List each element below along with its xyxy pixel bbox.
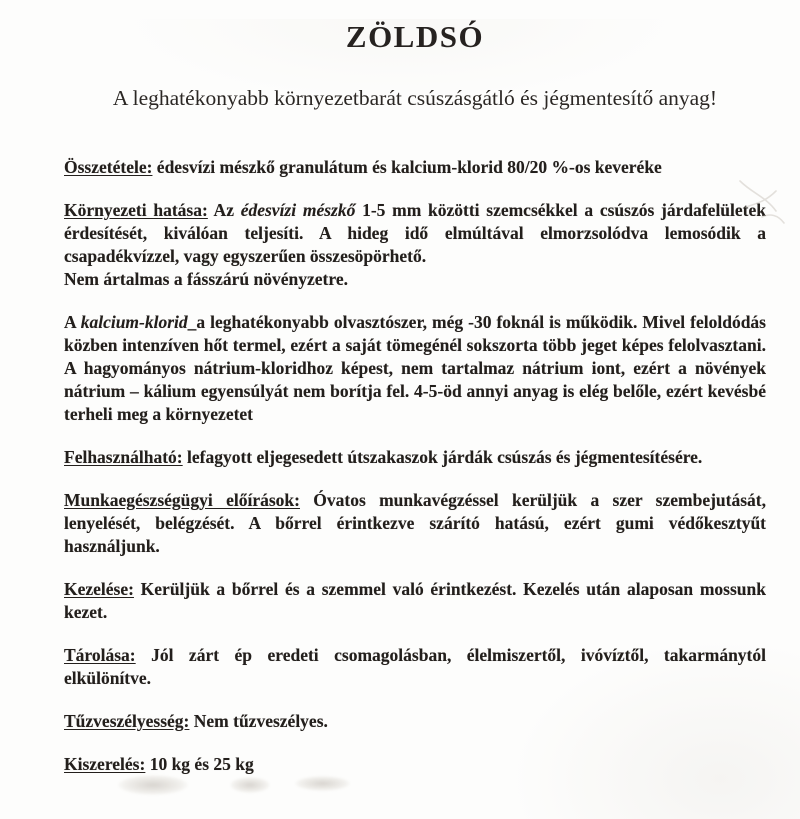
paragraph-calcium <box>64 311 766 426</box>
paragraph-fire <box>64 710 766 733</box>
document-title: ZÖLDSÓ <box>345 19 485 54</box>
paragraph-storage <box>64 644 766 690</box>
handling-text: Kerüljük a bőrrel és a szemmel való érintkezést. Kezelés után alaposan mossunk kezet. <box>64 579 766 622</box>
storage-label: Tárolása: <box>64 645 136 665</box>
paragraph-composition <box>64 156 766 179</box>
paragraph-packaging <box>64 753 766 776</box>
handling-label: Kezelése: <box>64 579 134 599</box>
environment-text-pre: Az <box>207 200 241 220</box>
paragraph-handling <box>64 578 766 624</box>
scan-smudge <box>118 775 188 795</box>
environment-label: Környezeti hatása: <box>64 200 208 220</box>
calcium-text-post: _a leghatékonyabb olvasztószer, még -30 foknál is működik. Mivel feloldódás közben intenzíven hőt termel, ezért a saját tömegénél sokszorta több jeget képes felolvasztani. A hagyományos nátrium-kloridhoz képest, nem tartalmaz nátrium iont, ezért a növények nátrium – kálium egyensúlyát nem borítja fel. 4-5-öd annyi anyag is elég belőle, ezért kevésbé terheli meg a környezetet <box>64 312 766 424</box>
safety-text: Óvatos munkavégzéssel kerüljük a szer szembejutását, lenyelését, belégzését. A bőrrel érintkezve szárító hatású, ezért gumi védőkesztyűt használjunk. <box>64 490 766 556</box>
packaging-label: Kiszerelés: <box>64 754 146 774</box>
paragraph-safety <box>64 489 766 558</box>
document-subtitle: A leghatékonyabb környezetbarát csúszásgátló és jégmentesítő anyag! <box>112 86 718 110</box>
paragraph-usage <box>64 446 766 469</box>
scanned-document-page <box>0 19 800 819</box>
fire-text: Nem tűzveszélyes. <box>189 711 328 731</box>
fire-label: Tűzveszélyesség: <box>64 711 190 731</box>
paragraph-environment <box>64 199 766 291</box>
scan-smudge <box>295 776 350 791</box>
composition-label: Összetétele: <box>64 157 153 177</box>
environment-text-post: 1-5 mm közötti szemcsékkel a csúszós járdafelületek érdesítését, kiválóan teljesíti. A hideg idő elmúltával elmorzsolódva lemosódik a csapadékvízzel, vagy egyszerűen összesöpörhető. <box>64 200 766 266</box>
composition-text: édesvízi mészkő granulátum és kalcium-klorid 80/20 %-os keveréke <box>152 157 662 177</box>
environment-text-italic: édesvízi mészkő <box>240 200 356 220</box>
packaging-text: 10 kg és 25 kg <box>145 754 254 774</box>
scan-smudge <box>230 777 270 793</box>
safety-label: Munkaegészségügyi előírások: <box>64 490 300 510</box>
usage-text: lefagyott eljegesedett útszakaszok járdák csúszás és jégmentesítésére. <box>182 447 703 467</box>
storage-text: Jól zárt ép eredeti csomagolásban, élelmiszertől, ivóvíztől, takarmánytól elkülönítve. <box>64 645 766 688</box>
environment-note: Nem ártalmas a fásszárú növényzetre. <box>64 269 348 289</box>
usage-label: Felhasználható: <box>64 447 183 467</box>
calcium-text-pre: A <box>64 312 81 332</box>
calcium-text-italic: kalcium-klorid <box>80 312 188 332</box>
